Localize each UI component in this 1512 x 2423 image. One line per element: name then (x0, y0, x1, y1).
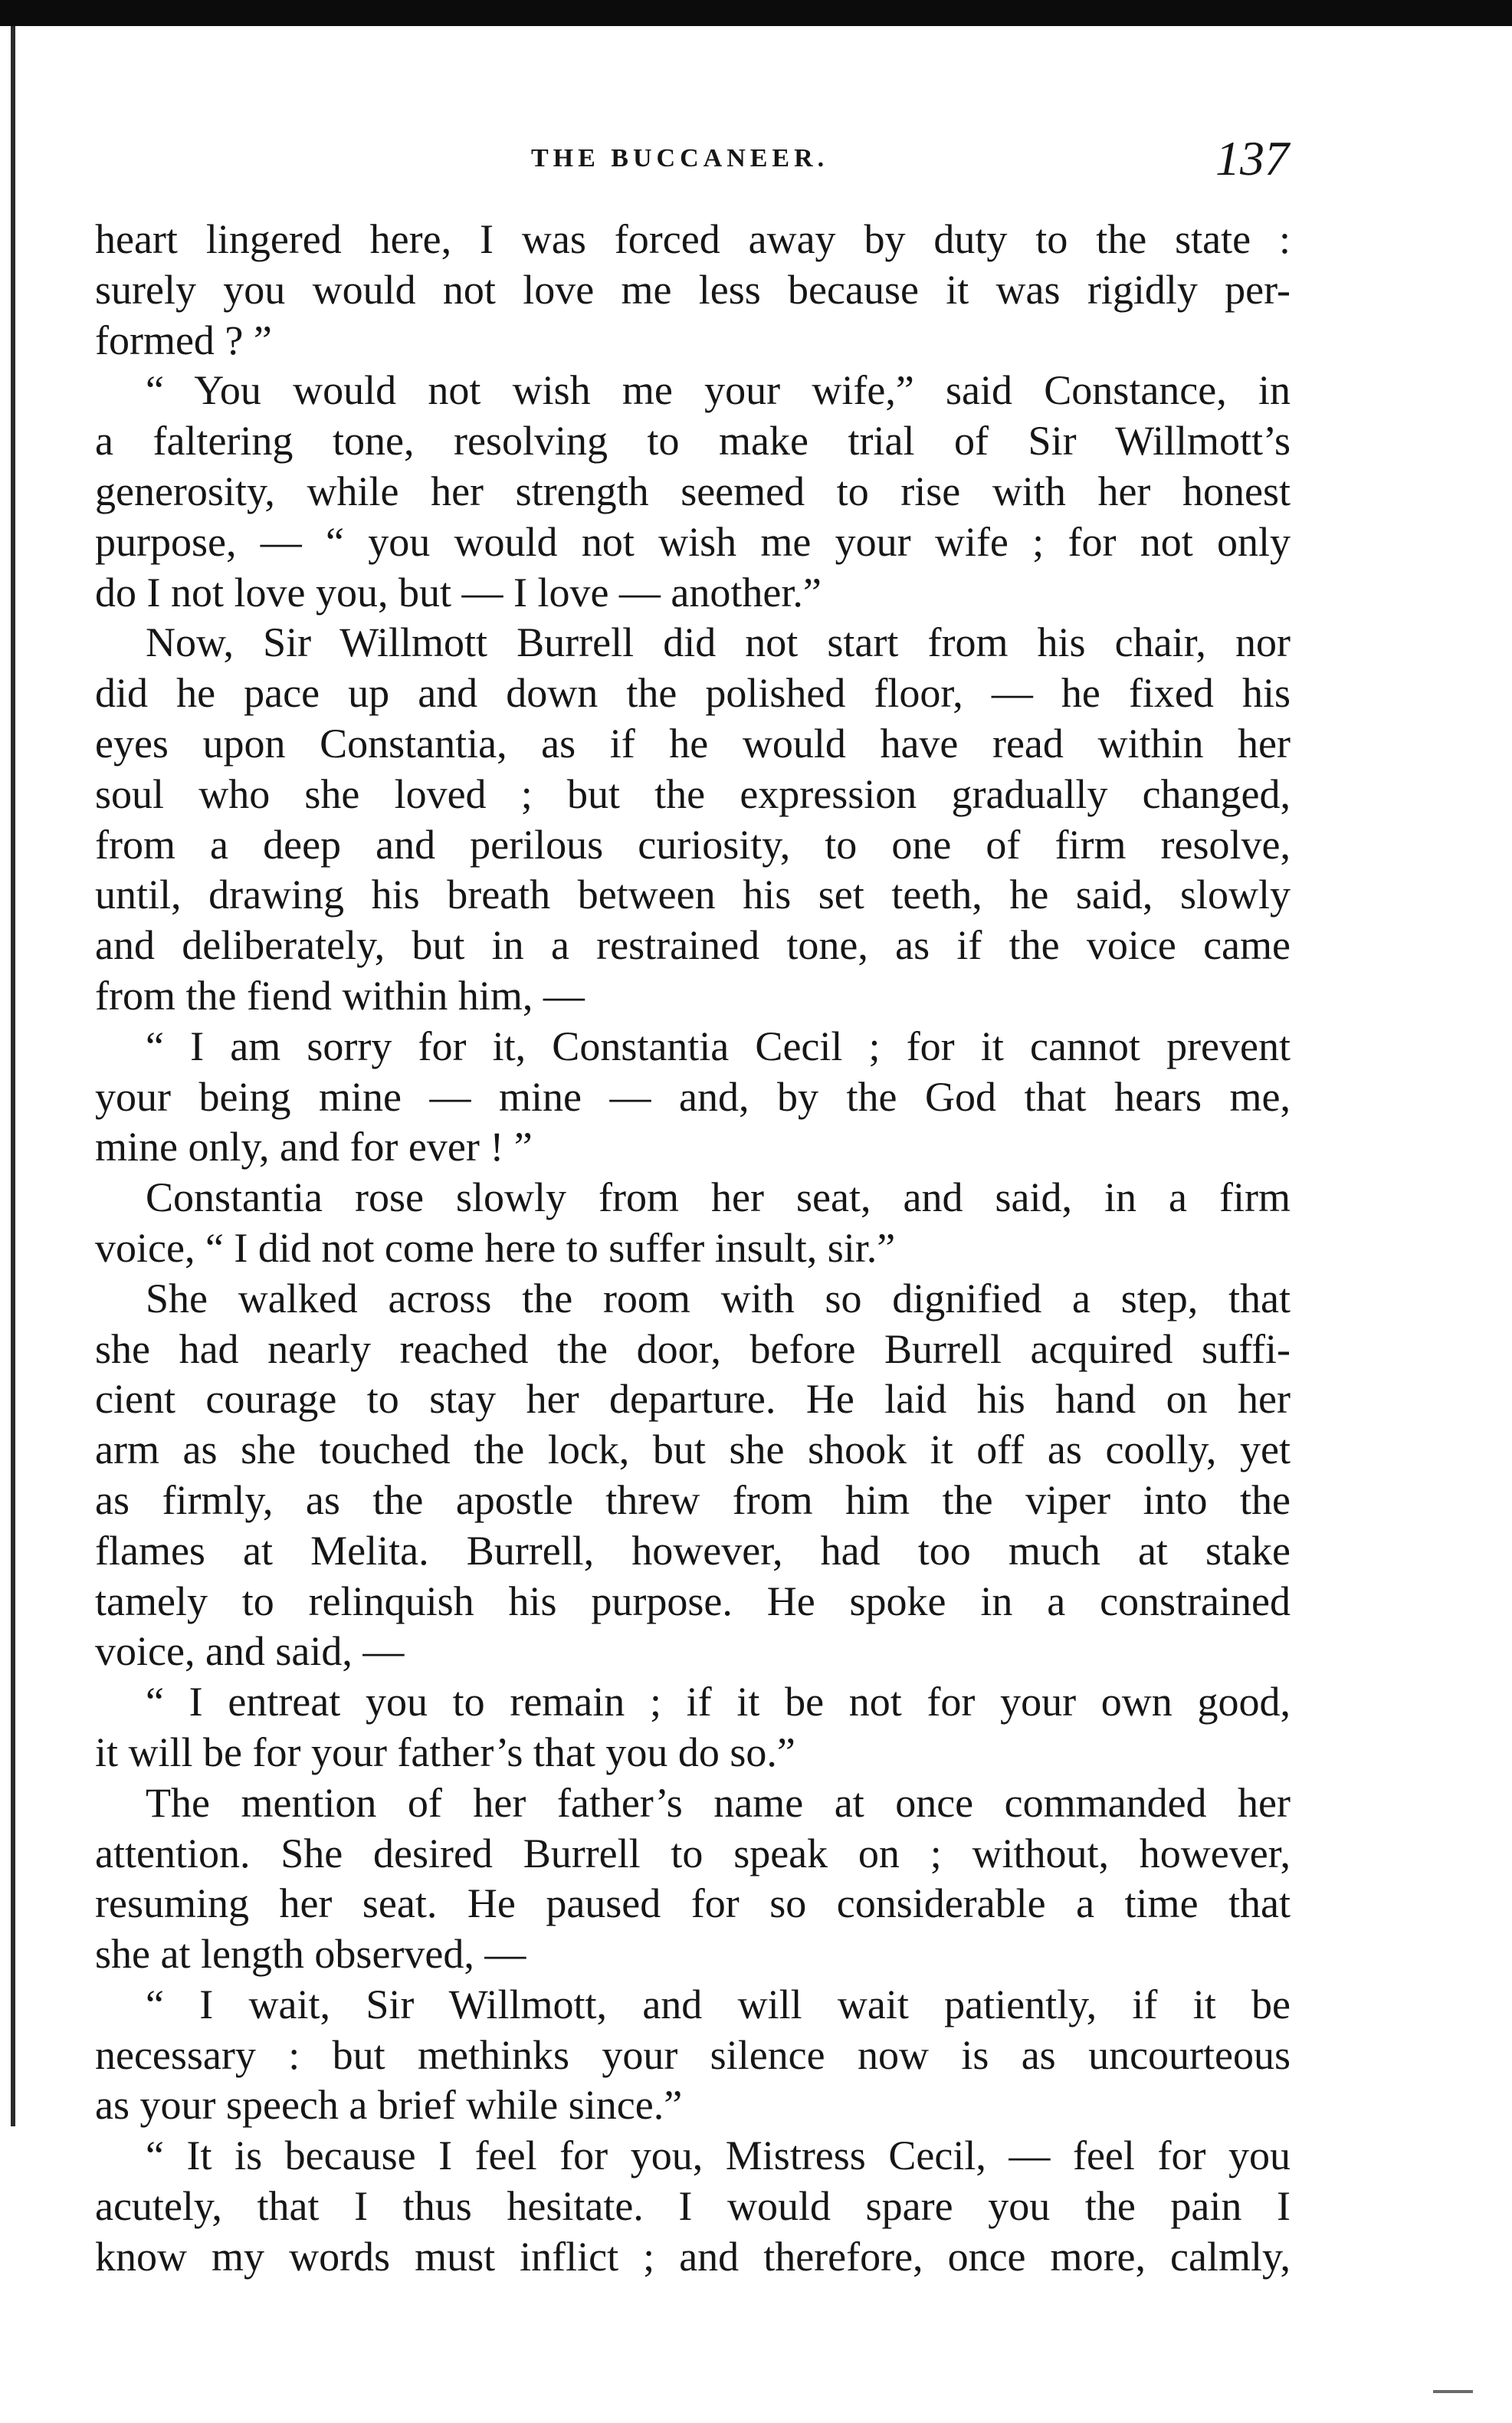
text-line: as your speech a brief while since.” (95, 2082, 683, 2129)
text-line: did he pace up and down the polished floor, — he fixed his (95, 670, 1291, 717)
text-line: your being mine — mine — and, by the God that hears me, (95, 1073, 1291, 1120)
text-line: arm as she touched the lock, but she shook it off as coolly, yet (95, 1427, 1291, 1473)
text-line: “ You would not wish me your wife,” said Constance, in (146, 367, 1291, 414)
left-border-rule (11, 26, 15, 2126)
text-line: “ I entreat you to remain ; if it be not for your own good, (146, 1679, 1291, 1725)
scan-speck (1433, 2390, 1473, 2393)
body-text (95, 215, 1291, 2283)
text-line: formed ? ” (95, 317, 272, 363)
running-title: THE BUCCANEER. (531, 144, 829, 172)
text-line: mine only, and for ever ! ” (95, 1124, 533, 1170)
text-line: acutely, that I thus hesitate. I would spare you the pain I (95, 2183, 1291, 2230)
text-line: The mention of her father’s name at once commanded her (146, 1779, 1291, 1826)
text-line: purpose, — “ you would not wish me your wife ; for not only (95, 518, 1291, 565)
text-line: tamely to relinquish his purpose. He spoke in a constrained (95, 1578, 1291, 1624)
text-line: “ It is because I feel for you, Mistress Cecil, — feel for you (146, 2132, 1291, 2179)
top-border-rule (0, 0, 1512, 26)
text-line: resuming her seat. He paused for so considerable a time that (95, 1880, 1291, 1927)
page-header (0, 130, 1512, 192)
text-line: from the fiend within him, — (95, 972, 585, 1019)
text-line: as firmly, as the apostle threw from him the viper into the (95, 1476, 1291, 1523)
text-line: eyes upon Constantia, as if he would have read within her (95, 720, 1291, 767)
text-line: voice, and said, — (95, 1628, 405, 1675)
page-number: 137 (1215, 131, 1289, 186)
text-line: generosity, while her strength seemed to rise with her honest (95, 468, 1291, 514)
text-line: soul who she loved ; but the expression gradually changed, (95, 770, 1291, 817)
text-line: from a deep and perilous curiosity, to one of firm resolve, (95, 821, 1291, 868)
text-line: she had nearly reached the door, before Burrell acquired suffi- (95, 1325, 1291, 1372)
text-line: attention. She desired Burrell to speak on ; without, however, (95, 1830, 1291, 1876)
text-line: surely you would not love me less because it was rigidly per- (95, 266, 1291, 313)
text-line: it will be for your father’s that you do so.” (95, 1729, 795, 1775)
text-line: she at length observed, — (95, 1931, 526, 1978)
text-line: necessary : but methinks your silence now is as uncourteous (95, 2031, 1291, 2078)
text-line: Now, Sir Willmott Burrell did not start from his chair, nor (146, 619, 1291, 666)
text-line: “ I wait, Sir Willmott, and will wait patiently, if it be (146, 1981, 1291, 2027)
text-line: “ I am sorry for it, Constantia Cecil ; for it cannot prevent (146, 1023, 1291, 1069)
text-line: know my words must inflict ; and therefore, once more, calmly, (95, 2233, 1291, 2280)
text-line: heart lingered here, I was forced away by duty to the state : (95, 216, 1291, 262)
text-line: and deliberately, but in a restrained tone, as if the voice came (95, 922, 1291, 969)
text-line: do I not love you, but — I love — another.” (95, 569, 822, 616)
text-line: cient courage to stay her departure. He laid his hand on her (95, 1376, 1291, 1423)
text-line: a faltering tone, resolving to make trial of Sir Willmott’s (95, 418, 1291, 465)
text-line: voice, “ I did not come here to suffer insult, sir.” (95, 1224, 896, 1271)
text-line: Constantia rose slowly from her seat, and said, in a firm (146, 1174, 1291, 1221)
text-line: until, drawing his breath between his set teeth, he said, slowly (95, 872, 1291, 918)
text-line: flames at Melita. Burrell, however, had too much at stake (95, 1527, 1291, 1574)
text-line: She walked across the room with so dignified a step, that (146, 1275, 1291, 1321)
